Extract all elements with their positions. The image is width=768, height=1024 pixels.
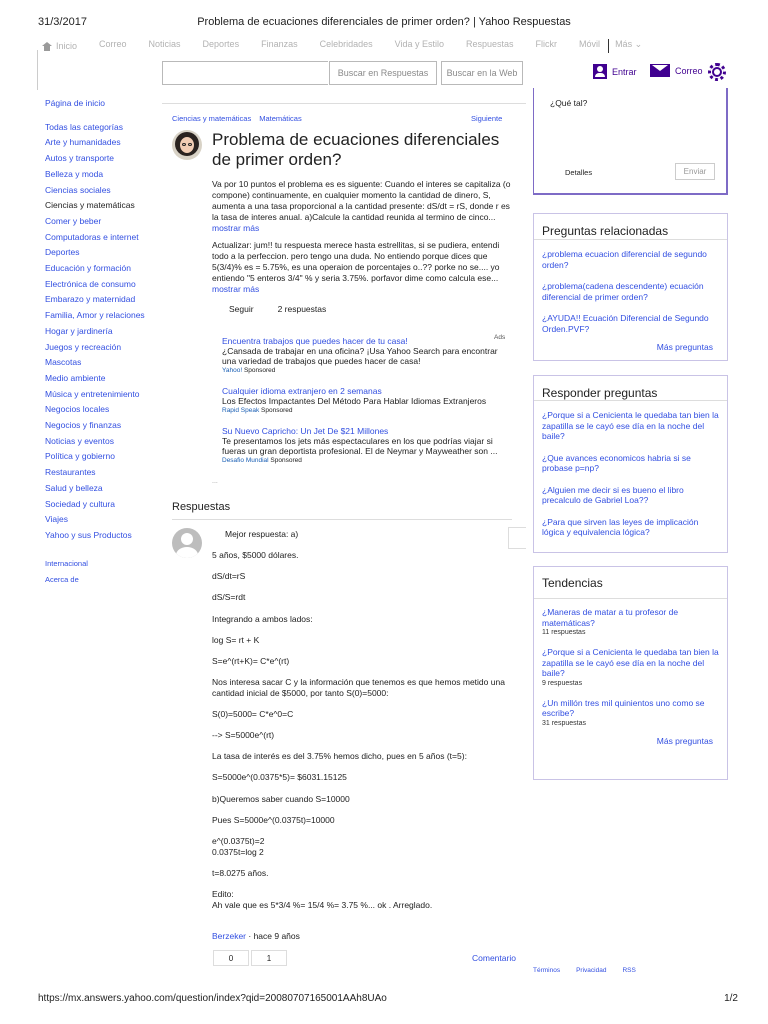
answer-line <box>212 603 512 614</box>
ad-sponsored: Sponsored <box>270 457 302 464</box>
sidebar-item[interactable]: Embarazo y maternidad <box>45 294 136 305</box>
related-question-link[interactable]: ¿problema ecuacion diferencial de segundo orden? <box>542 249 707 270</box>
panel-title: Preguntas relacionadas <box>534 214 727 240</box>
answer-line <box>212 878 512 889</box>
ads-list <box>222 336 512 476</box>
answer-questions-panel <box>533 375 728 553</box>
panel-items <box>534 410 727 538</box>
answer-line <box>212 741 512 752</box>
question-link[interactable]: ¿Que avances economicos habria si se probase p=np? <box>542 452 691 473</box>
nav-item-celebridades[interactable]: Celebridades <box>319 39 373 49</box>
send-button[interactable]: Enviar <box>675 163 715 180</box>
trend-meta: 31 respuestas <box>542 719 586 727</box>
sidebar-item-home[interactable]: Página de inicio <box>45 98 106 108</box>
ad-item[interactable] <box>222 426 512 466</box>
trend-question-link[interactable]: ¿Porque si a Cenicienta le quedaba tan bien la zapatilla se le cayó ese día en la noche del baile? <box>542 647 719 678</box>
mail-label: Correo <box>675 65 703 76</box>
sidebar-item[interactable]: Todas las categorías <box>45 121 123 132</box>
chevron-down-icon: ⌄ <box>634 39 643 49</box>
sidebar-item[interactable]: Belleza y moda <box>45 168 104 179</box>
answer-line <box>212 857 512 868</box>
compose-text[interactable]: ¿Qué tal? <box>550 98 588 108</box>
answer-line: 5 años, $5000 dólares. <box>212 550 299 560</box>
signin-button[interactable] <box>593 64 637 79</box>
more-questions-link[interactable]: Más preguntas <box>656 735 713 746</box>
divider <box>172 519 512 520</box>
answer-meta <box>212 931 300 941</box>
answer-line: --> S=5000e^(rt) <box>212 730 275 741</box>
panel-items <box>534 249 727 334</box>
sidebar-item[interactable]: Política y gobierno <box>45 451 115 462</box>
question-update <box>212 240 512 295</box>
nav-item-movil[interactable]: Móvil <box>579 39 601 49</box>
question-body <box>212 179 512 234</box>
sidebar-footer <box>45 556 163 588</box>
ad-text: Los Efectos Impactantes Del Método Para Hablar Idiomas Extranjeros <box>222 396 487 406</box>
show-more-link[interactable]: mostrar más <box>212 284 260 294</box>
sidebar-item[interactable]: Negocios y finanzas <box>45 420 122 431</box>
ad-more-dots[interactable]: ... <box>212 478 218 485</box>
sidebar-item[interactable]: Juegos y recreación <box>45 341 122 352</box>
print-title: Problema de ecuaciones diferenciales de primer orden? | Yahoo Respuestas <box>197 16 571 28</box>
sidebar-item[interactable]: Comer y beber <box>45 215 102 226</box>
answer-line <box>212 804 512 815</box>
related-question-link[interactable]: ¿problema(cadena descendente) ecuación diferencial de primer orden? <box>542 281 704 302</box>
answer-body <box>212 550 512 910</box>
answer-line <box>212 645 512 656</box>
answer-line: log S= rt + K <box>212 634 260 645</box>
nav-item-more[interactable] <box>615 39 642 53</box>
avatar[interactable] <box>172 130 202 160</box>
answer-line <box>212 561 512 572</box>
breadcrumb-item[interactable]: Ciencias y matemáticas <box>172 114 252 123</box>
nav-separator <box>608 39 609 53</box>
sidebar-item-active[interactable]: Ciencias y matemáticas <box>45 200 135 211</box>
answer-line: S=5000e^(0.0375*5)= $6031.15125 <box>212 772 347 783</box>
question-actions <box>229 304 326 314</box>
mail-icon <box>650 64 670 77</box>
answer-line: La tasa de interés es del 3.75% hemos dicho, pues en 5 años (t=5): <box>212 751 467 762</box>
ad-brand: Rapid Speak <box>222 407 260 414</box>
gear-icon[interactable] <box>710 65 724 79</box>
answer-line: Nos interesa sacar C y la información que tenemos es que hemos metido una cantidad inicial de $5000, por tanto S(0)=5000: <box>212 677 508 698</box>
answer-line: b)Queremos saber cuando S=10000 <box>212 793 350 804</box>
answer-count: 2 respuestas <box>277 304 327 314</box>
question-text: Va por 10 puntos el problema es es siguente: Cuando el interes se capitaliza (o compone) continuamente, en cualquier momento la cantidad de dinero, S, aumenta a una tasa proporcional a la cantidad presente: dS/dt = rS, donde r es la tasa de interes anual. a)Calcule la cantidad reunida al termino de cinco... <box>212 179 511 222</box>
related-question-link[interactable]: ¿AYUDA!! Ecuación Diferencial de Segundo Orden.PVF? <box>542 313 709 334</box>
sidebar <box>45 96 163 588</box>
nav-item-home[interactable] <box>42 39 77 53</box>
answer-line: e^(0.0375t)=2 <box>212 836 265 847</box>
sidebar-item[interactable]: Arte y humanidades <box>45 137 121 148</box>
sidebar-item[interactable]: Hogar y jardinería <box>45 325 113 336</box>
answers-heading: Respuestas <box>172 501 231 513</box>
thumbs-down-button[interactable]: 1 <box>251 950 287 966</box>
sidebar-item[interactable]: Computadoras e internet <box>45 231 139 242</box>
answer-time: · hace 9 años <box>246 931 300 941</box>
breadcrumb <box>172 114 302 123</box>
comment-link[interactable]: Comentario <box>472 953 516 963</box>
home-icon <box>42 42 52 51</box>
trend-meta: 9 respuestas <box>542 679 583 687</box>
update-text: Actualizar: jum!! tu respuesta merece hasta estrellitas, si se pudiera, entendi todo a la perfeccion. pero tengo una duda. No entiendo porque dices que 5(3/4)% es = 5.75%, es una operaion de porcentajes o..?? porke no se.... yo entiendo "5 enteros 3/4" % y seria 3.75%. porfavor dime como calcula ese... <box>212 240 500 283</box>
ad-brand: Desafio Mundial <box>222 457 269 464</box>
answer-line: 0.0375t=log 2 <box>212 846 264 857</box>
answer-line: S=e^(rt+K)= C*e^(rt) <box>212 655 290 666</box>
footer-link-privacy[interactable]: Privacidad <box>576 967 607 974</box>
avatar-glasses <box>182 143 186 146</box>
footer-links <box>533 967 636 974</box>
ad-source <box>222 456 512 466</box>
sidebar-item[interactable]: Familia, Amor y relaciones <box>45 310 145 321</box>
sidebar-item[interactable]: Restaurantes <box>45 467 96 478</box>
answer-line: t=8.0275 años. <box>212 867 269 878</box>
ad-item[interactable] <box>222 386 512 416</box>
top-nav <box>42 39 664 53</box>
nav-item-noticias[interactable]: Noticias <box>148 39 181 49</box>
more-questions-link[interactable]: Más preguntas <box>656 342 713 352</box>
answer-line <box>212 783 512 794</box>
mail-button[interactable] <box>650 64 703 77</box>
search-answers-button[interactable]: Buscar en Respuestas <box>329 61 437 85</box>
thumbs-up-button[interactable]: 0 <box>213 950 249 966</box>
answer-options-tab[interactable] <box>508 527 526 549</box>
sidebar-item[interactable]: Deportes <box>45 247 80 258</box>
answer-line: S(0)=5000= C*e^0=C <box>212 708 294 719</box>
ad-sponsored: Sponsored <box>261 407 293 414</box>
best-answer-label: Mejor respuesta: a) <box>225 529 299 539</box>
print-url: https://mx.answers.yahoo.com/question/index?qid=20080707165001AAh8UAo <box>38 993 387 1004</box>
question-link[interactable]: ¿Alguien me decir si es bueno el libro precalculo de Gabriel Loa?? <box>542 484 684 505</box>
trend-question-link[interactable]: ¿Un millón tres mil quinientos uno como se escribe? <box>542 697 705 718</box>
sidebar-item[interactable]: Medio ambiente <box>45 372 106 383</box>
ad-source <box>222 406 512 416</box>
details-label[interactable]: Detalles <box>565 168 593 177</box>
ad-sponsored: Sponsored <box>243 367 276 374</box>
footer-link-terms[interactable]: Términos <box>533 967 561 974</box>
search-input[interactable] <box>162 61 328 85</box>
answer-line <box>212 667 512 678</box>
ad-item[interactable] <box>222 336 512 376</box>
answer-line <box>212 762 512 773</box>
answer-line <box>212 582 512 593</box>
print-date: 31/3/2017 <box>38 16 87 28</box>
answer-line: Ah vale que es 5*3/4 %= 15/4 %= 3.75 %... ok . Arreglado. <box>212 899 433 910</box>
avatar-glasses <box>188 143 192 146</box>
panel-title: Tendencias <box>534 567 727 599</box>
print-page-number: 1/2 <box>724 993 738 1004</box>
nav-item-respuestas[interactable]: Respuestas <box>466 39 514 49</box>
person-icon <box>593 64 607 79</box>
ad-title[interactable]: Encuentra trabajos que puedes hacer de tu casa! <box>222 336 408 346</box>
answer-line <box>212 624 512 635</box>
sidebar-item[interactable]: Electrónica de consumo <box>45 278 136 289</box>
nav-item-finanzas[interactable]: Finanzas <box>261 39 298 49</box>
answer-line: Edito: <box>212 889 234 899</box>
next-question-link[interactable]: Siguiente <box>471 114 503 123</box>
sidebar-link-about[interactable]: Acerca de <box>45 574 79 584</box>
nav-item-flickr[interactable]: Flickr <box>535 39 558 49</box>
nav-item-label: Inicio <box>56 41 78 51</box>
divider <box>37 50 38 90</box>
follow-button[interactable]: Seguir <box>229 304 254 314</box>
trend-question-link[interactable]: ¿Maneras de matar a tu profesor de matemáticas? <box>542 607 679 628</box>
panel-items <box>534 607 727 727</box>
sidebar-item[interactable]: Noticias y eventos <box>45 435 114 446</box>
related-questions-panel <box>533 213 728 361</box>
ad-text: Te presentamos los jets más espectaculares en los que podrías viajar si fueras un gran deportista profesional. El de Neymar y Mayweather son ... <box>222 436 498 456</box>
sidebar-link-international[interactable]: Internacional <box>45 558 88 568</box>
sidebar-item[interactable]: Educación y formación <box>45 263 131 274</box>
answer-line <box>212 698 512 709</box>
sidebar-item[interactable]: Sociedad y cultura <box>45 498 115 509</box>
nav-item-correo[interactable]: Correo <box>99 39 127 49</box>
question-link[interactable]: ¿Porque si a Cenicienta le quedaba tan bien la zapatilla se le cayó ese día en la noche del baile? <box>542 410 719 441</box>
nav-more-label: Más <box>615 39 633 49</box>
sidebar-item[interactable]: Negocios locales <box>45 404 110 415</box>
answer-line: Pues S=5000e^(0.0375t)=10000 <box>212 814 335 825</box>
ad-title[interactable]: Su Nuevo Capricho: Un Jet De $21 Millones <box>222 426 389 436</box>
footer-link-rss[interactable]: RSS <box>622 967 636 974</box>
answer-line: dS/S=rdt <box>212 592 246 603</box>
answer-line: dS/dt=rS <box>212 571 246 582</box>
nav-item-vida-estilo[interactable]: Vida y Estilo <box>394 39 445 49</box>
divider <box>162 103 526 104</box>
panel-title: Responder preguntas <box>534 376 727 401</box>
ads-label: Ads <box>494 334 506 341</box>
sidebar-item[interactable]: Mascotas <box>45 357 82 368</box>
sidebar-item[interactable]: Salud y belleza <box>45 482 103 493</box>
author-link[interactable]: Berzeker <box>212 931 247 941</box>
signin-label: Entrar <box>612 66 637 77</box>
trend-meta: 11 respuestas <box>542 629 586 636</box>
ad-text: ¿Cansada de trabajar en una oficina? ¡Usa Yahoo Search para encontrar una variedad de trabajos que puedes hacer de casa! <box>222 346 498 366</box>
question-link[interactable]: ¿Para que sirven las leyes de implicación lógica y equivalencia lógica? <box>542 516 699 537</box>
breadcrumb-item[interactable]: Matemáticas <box>259 114 302 123</box>
ad-source <box>222 366 512 376</box>
show-more-link[interactable]: mostrar más <box>212 223 260 233</box>
sidebar-item[interactable]: Ciencias sociales <box>45 184 111 195</box>
avatar[interactable] <box>172 528 202 558</box>
trends-panel <box>533 566 728 780</box>
ad-title[interactable]: Cualquier idioma extranjero en 2 semanas <box>222 386 382 396</box>
answer-line: Integrando a ambos lados: <box>212 613 313 624</box>
search-web-button[interactable]: Buscar en la Web <box>441 61 523 85</box>
answer-line <box>212 720 512 731</box>
page-title: Problema de ecuaciones diferenciales de primer orden? <box>212 130 500 169</box>
sidebar-item[interactable]: Viajes <box>45 514 68 525</box>
sidebar-item[interactable]: Yahoo y sus Productos <box>45 529 132 540</box>
answer-line <box>212 825 512 836</box>
sidebar-item[interactable]: Autos y transporte <box>45 153 114 164</box>
ad-brand: Yahoo! <box>222 367 243 374</box>
sidebar-item[interactable]: Música y entretenimiento <box>45 388 140 399</box>
nav-item-deportes[interactable]: Deportes <box>202 39 240 49</box>
